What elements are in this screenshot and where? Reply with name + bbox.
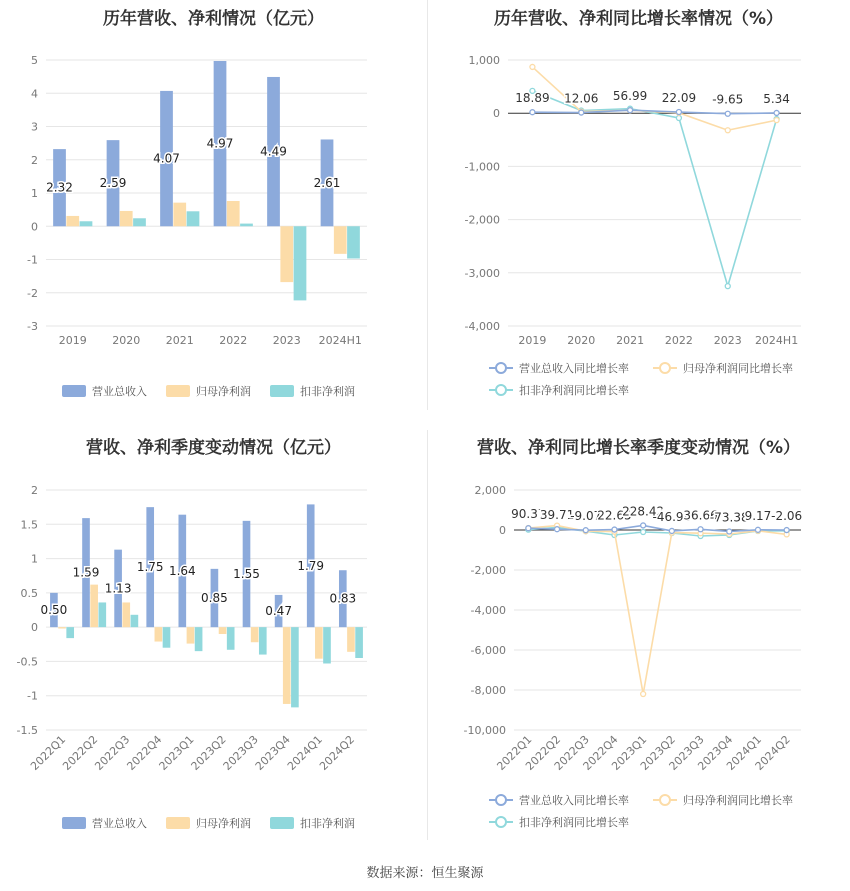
- bar-1: [283, 627, 291, 704]
- bar-2: [187, 211, 200, 226]
- x-tick-label: 2022: [664, 334, 693, 347]
- y-tick-label: 2: [31, 484, 38, 497]
- y-tick-label: -1,000: [464, 160, 500, 174]
- y-tick-label: 2,000: [474, 484, 506, 497]
- bar-2: [227, 627, 235, 650]
- chart-title: 历年营收、净利同比增长率情况（%）: [493, 9, 784, 29]
- data-label: 2.32: [46, 180, 73, 195]
- x-tick-label: 2022Q2: [60, 732, 101, 773]
- legend-swatch: [496, 795, 506, 805]
- data-point-0: [583, 528, 588, 533]
- quarterly-revenue-profit-chart: [0, 425, 427, 855]
- x-tick-label: 2023Q1: [156, 732, 197, 773]
- y-tick-label: 4: [31, 87, 38, 101]
- data-point-0: [727, 529, 732, 534]
- data-label: 1.75: [136, 560, 164, 575]
- data-label: 2.61: [313, 175, 341, 190]
- legend-swatch: [62, 817, 86, 829]
- y-tick-label: -8,000: [470, 684, 506, 697]
- bar-1: [90, 585, 98, 628]
- data-label: 1.55: [233, 567, 260, 581]
- bar-2: [347, 226, 360, 258]
- x-tick-label: 2022Q3: [92, 732, 133, 773]
- x-tick-label: 2024H1: [318, 334, 362, 347]
- y-tick-label: 0: [31, 220, 38, 234]
- x-tick-label: 2023Q1: [609, 732, 650, 773]
- data-label: 4.07: [153, 151, 180, 166]
- data-point-0: [530, 110, 535, 115]
- data-label: 4.49: [260, 144, 287, 159]
- y-tick-label: 0: [31, 621, 38, 635]
- data-label: 1.64: [168, 563, 196, 578]
- legend-label: 营业总收入: [92, 385, 147, 398]
- y-tick-label: -4,000: [470, 604, 506, 617]
- data-label: 9.17: [744, 508, 772, 523]
- y-tick-label: -6,000: [470, 644, 506, 657]
- bar-1: [58, 627, 66, 628]
- y-tick-label: -3: [27, 320, 38, 333]
- data-label: 90.37: [511, 507, 546, 522]
- legend-swatch: [62, 385, 86, 397]
- data-label: 12.06: [564, 91, 599, 106]
- legend-swatch: [270, 817, 294, 829]
- data-label: 56.99: [612, 89, 648, 104]
- bar-1: [187, 627, 195, 643]
- data-point-0: [676, 110, 681, 115]
- x-tick-label: 2020: [112, 334, 141, 347]
- data-point-0: [784, 528, 789, 533]
- data-label: 22.09: [661, 91, 697, 106]
- legend-label: 扣非净利润: [300, 385, 355, 398]
- data-source-label: 数据来源：恒生聚源: [366, 866, 484, 881]
- data-point-2: [641, 530, 646, 535]
- data-label: 5.34: [763, 91, 790, 106]
- legend-label: 归母净利润: [196, 817, 251, 830]
- x-tick-label: 2024Q2: [317, 732, 358, 773]
- data-label: -73.38: [709, 510, 749, 525]
- quarterly-growth-rate-chart: [427, 425, 850, 855]
- bar-1: [155, 627, 163, 641]
- y-tick-label: 0: [499, 524, 506, 537]
- data-label: 228.42: [622, 504, 665, 519]
- annual-revenue-profit-chart: [0, 0, 427, 410]
- data-label: 39.71: [539, 508, 575, 523]
- y-tick-label: -2,000: [470, 564, 506, 577]
- x-tick-label: 2024H1: [754, 334, 799, 347]
- bar-2: [195, 627, 203, 651]
- y-tick-label: 1,000: [468, 54, 500, 67]
- x-tick-label: 2022Q2: [523, 732, 564, 773]
- data-point-0: [755, 527, 760, 532]
- data-label: -9.65: [712, 92, 744, 107]
- bar-2: [98, 602, 106, 627]
- bar-1: [120, 211, 133, 226]
- bar-2: [66, 627, 74, 638]
- y-tick-label: -1: [27, 253, 38, 267]
- bar-2: [131, 615, 139, 627]
- data-label: 0.83: [329, 591, 357, 606]
- x-tick-label: 2024Q1: [724, 732, 765, 773]
- x-tick-label: 2023Q3: [220, 732, 261, 773]
- data-point-0: [774, 110, 779, 115]
- x-tick-label: 2020: [567, 334, 596, 347]
- data-label: -2.06: [771, 509, 803, 524]
- x-tick-label: 2023: [713, 334, 742, 347]
- data-point-0: [698, 527, 703, 532]
- bar-1: [251, 627, 259, 642]
- x-tick-label: 2019: [58, 334, 87, 347]
- data-point-0: [628, 108, 633, 113]
- bar-1: [66, 216, 79, 226]
- data-point-1: [530, 64, 535, 69]
- y-tick-label: -4,000: [464, 320, 500, 333]
- y-tick-label: -10,000: [463, 724, 506, 737]
- legend-label: 归母净利润: [196, 385, 251, 398]
- legend-swatch: [660, 795, 670, 805]
- quarterly-revenue-profit-panel: [0, 425, 427, 855]
- legend-label: 扣非净利润同比增长率: [519, 384, 629, 397]
- chart-title: 营收、净利季度变动情况（亿元）: [86, 438, 341, 458]
- x-tick-label: 2022Q4: [124, 732, 165, 773]
- y-tick-label: -1: [27, 689, 38, 703]
- data-point-0: [669, 528, 674, 533]
- bar-1: [347, 627, 355, 652]
- data-label: 18.89: [515, 91, 550, 106]
- data-label: 1.59: [72, 565, 100, 580]
- bar-2: [355, 627, 363, 658]
- bar-1: [219, 627, 227, 634]
- x-tick-label: 2023Q3: [666, 732, 707, 773]
- data-point-0: [725, 111, 730, 116]
- vertical-divider: [427, 430, 428, 840]
- x-tick-label: 2022Q3: [551, 732, 592, 773]
- legend-label: 扣非净利润: [300, 817, 355, 830]
- x-tick-label: 2023Q2: [188, 732, 229, 773]
- data-point-1: [725, 128, 730, 133]
- data-point-0: [612, 527, 617, 532]
- data-label: 22.65: [597, 508, 632, 523]
- annual-growth-rate-chart: [427, 0, 850, 410]
- series-line-2: [532, 91, 776, 286]
- chart-title: 营收、净利同比增长率季度变动情况（%）: [476, 438, 801, 458]
- x-tick-label: 2022Q1: [494, 732, 535, 773]
- bar-2: [291, 627, 299, 707]
- data-point-0: [555, 527, 560, 532]
- x-tick-label: 2023Q2: [637, 732, 678, 773]
- legend-swatch: [496, 385, 506, 395]
- bar-2: [133, 218, 146, 226]
- y-tick-label: 1: [31, 187, 38, 200]
- x-tick-label: 2022Q4: [580, 732, 621, 773]
- vertical-divider: [427, 0, 428, 410]
- bar-2: [80, 221, 93, 226]
- legend-swatch: [496, 817, 506, 827]
- y-tick-label: 0: [493, 107, 500, 121]
- y-tick-label: -1.5: [16, 724, 38, 737]
- x-tick-label: 2022: [219, 334, 248, 347]
- data-point-0: [579, 110, 584, 115]
- x-tick-label: 2024Q2: [752, 732, 793, 773]
- data-label: -46.96: [652, 509, 692, 524]
- data-label: 1.13: [104, 581, 132, 596]
- data-point-2: [676, 115, 681, 120]
- legend-label: 营业总收入同比增长率: [519, 794, 629, 807]
- legend-swatch: [660, 363, 670, 373]
- bar-2: [259, 627, 267, 654]
- annual-growth-rate-panel: [427, 0, 850, 410]
- data-label: 0.47: [265, 604, 292, 619]
- data-label: 4.97: [206, 136, 234, 151]
- data-point-2: [725, 284, 730, 289]
- data-point-0: [526, 526, 531, 531]
- legend-swatch: [166, 817, 190, 829]
- y-tick-label: 1.5: [20, 518, 38, 532]
- chart-title: 历年营收、净利情况（亿元）: [103, 9, 324, 29]
- y-tick-label: -0.5: [16, 655, 38, 669]
- legend-label: 营业总收入: [92, 817, 147, 830]
- bar-1: [315, 627, 323, 659]
- legend-label: 归母净利润同比增长率: [683, 794, 793, 807]
- y-tick-label: 2: [31, 153, 38, 167]
- legend-swatch: [496, 363, 506, 373]
- bar-2: [294, 226, 307, 300]
- x-tick-label: 2024Q1: [284, 732, 325, 773]
- bar-1: [173, 203, 186, 227]
- y-tick-label: -3,000: [464, 266, 500, 280]
- bar-2: [240, 224, 253, 227]
- data-label: 1.79: [297, 558, 325, 573]
- legend-swatch: [270, 385, 294, 397]
- legend-label: 营业总收入同比增长率: [519, 362, 629, 375]
- y-tick-label: 0.5: [20, 586, 38, 600]
- x-tick-label: 2023Q4: [252, 732, 293, 773]
- data-label: 0.85: [201, 591, 228, 605]
- bar-1: [280, 226, 293, 282]
- x-tick-label: 2022Q1: [28, 732, 69, 773]
- y-tick-label: 1: [31, 552, 38, 566]
- data-label: 2.59: [99, 176, 127, 191]
- y-tick-label: -2,000: [464, 213, 500, 227]
- bar-1: [122, 602, 130, 627]
- bar-2: [323, 627, 331, 663]
- data-label: 0.50: [40, 603, 68, 617]
- annual-revenue-profit-panel: [0, 0, 427, 410]
- y-tick-label: 3: [31, 120, 38, 134]
- x-tick-label: 2021: [616, 334, 645, 347]
- data-label: 36.66: [683, 508, 718, 523]
- x-tick-label: 2023Q4: [695, 732, 736, 773]
- y-tick-label: -2: [27, 286, 38, 300]
- quarterly-growth-rate-panel: [427, 425, 850, 855]
- bar-1: [227, 201, 240, 226]
- legend-label: 归母净利润同比增长率: [683, 362, 793, 375]
- bar-1: [334, 226, 347, 254]
- x-tick-label: 2019: [518, 334, 547, 347]
- y-tick-label: 5: [31, 54, 38, 67]
- data-point-1: [641, 692, 646, 697]
- x-tick-label: 2023: [272, 334, 301, 347]
- data-label: -9.07: [570, 509, 602, 524]
- legend-swatch: [166, 385, 190, 397]
- data-point-0: [641, 523, 646, 528]
- bar-2: [163, 627, 171, 648]
- data-point-1: [774, 118, 779, 123]
- legend-label: 扣非净利润同比增长率: [519, 816, 629, 829]
- x-tick-label: 2021: [165, 334, 194, 347]
